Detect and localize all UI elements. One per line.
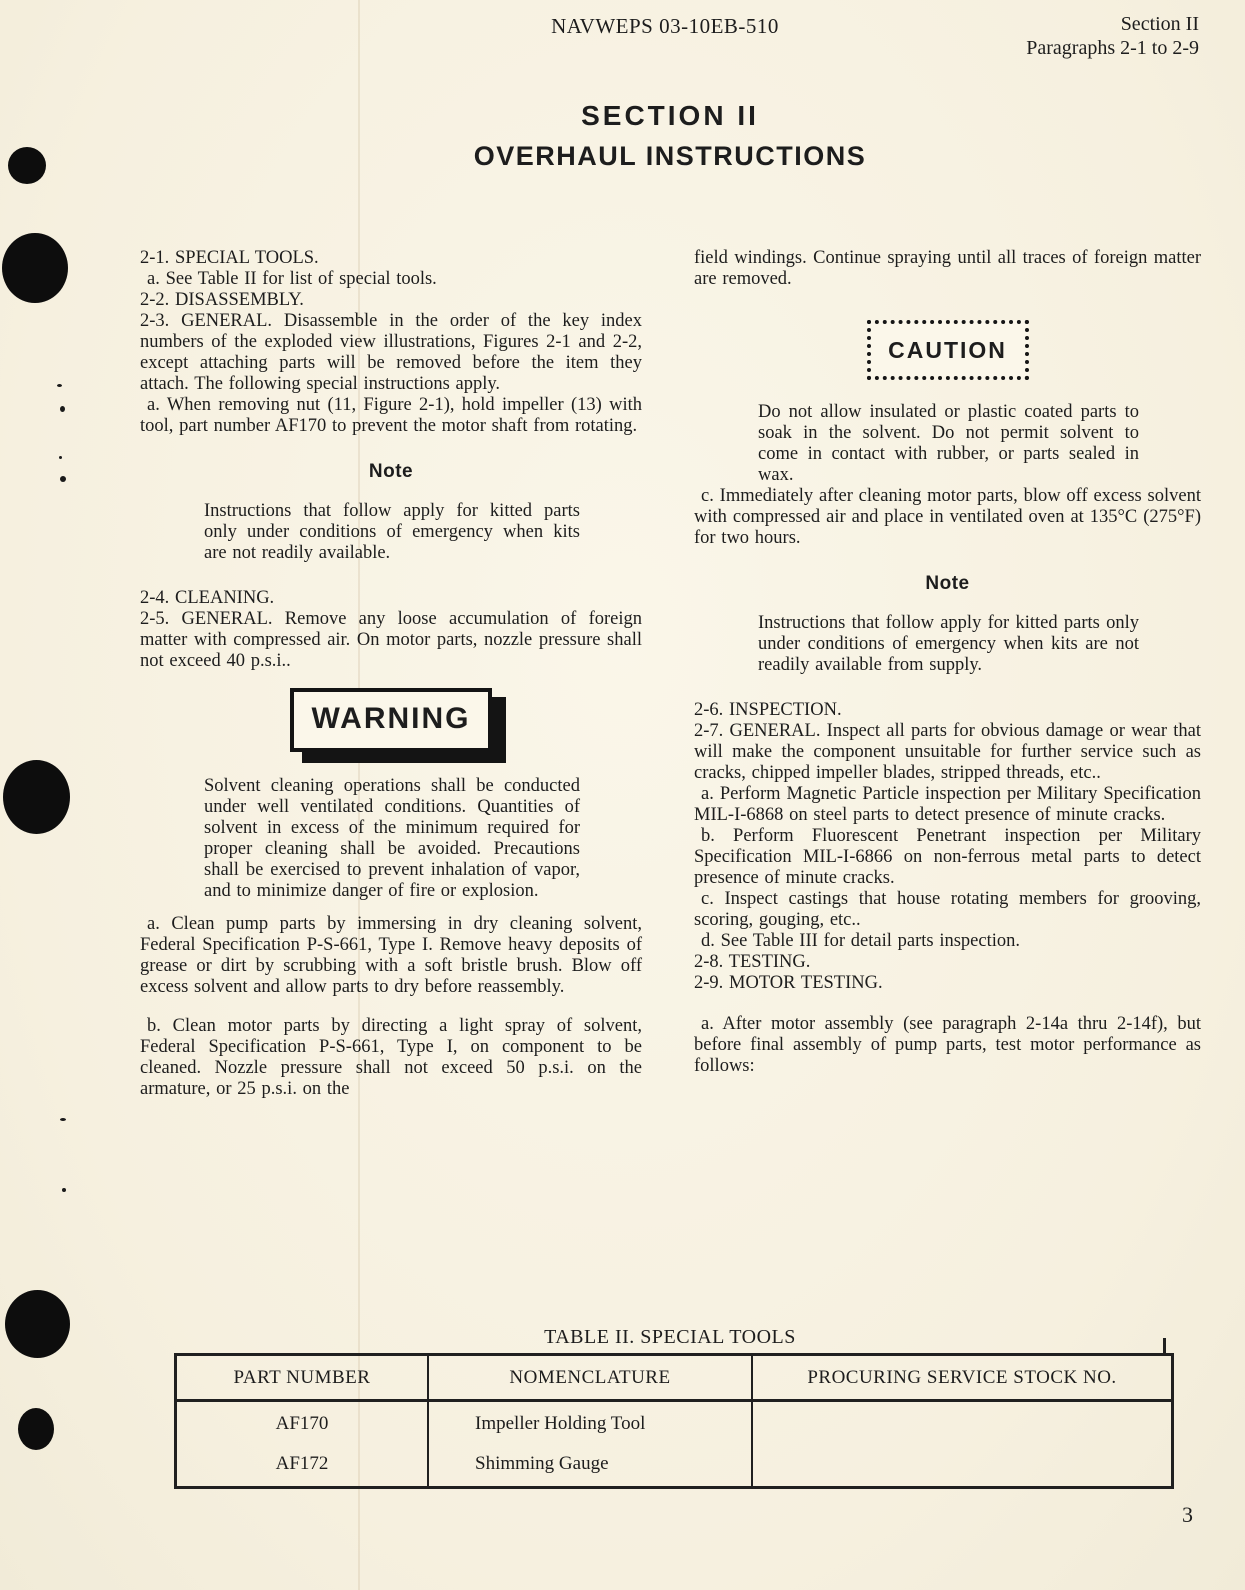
paragraph-2-5a: a. Clean pump parts by immersing in dry cleaning solvent, Federal Specification P-S-661, Type I. Remove heavy deposits of grease or dirt by scrubbing with a soft bristle brush. Blow off excess solvent and allow parts to dry before reassembly. [140,914,642,997]
ink-speck [60,406,65,412]
heading-2-4: 2-4. CLEANING. [140,588,275,608]
ink-speck [59,456,62,459]
warning-body: Solvent cleaning operations shall be conducted under well ventilated conditions. Quantities of solvent in excess of the minimum required for proper cleaning shall be avoided. Precautions shall be exercised to prevent inhalation of vapor, and to minimize danger of fire or explosion. [204,776,580,901]
table-row [176,1401,1173,1436]
punch-dot-1 [8,147,46,184]
ink-speck [60,1118,66,1121]
paragraph-2-5b: b. Clean motor parts by directing a light spray of solvent, Federal Specification P-S-661, Type I, on component to be cleaned. Nozzle pressure shall not exceed 50 p.s.i. on the armature, or 25 p.s.i. on the [140,1016,642,1099]
page-number: 3 [1182,1502,1193,1527]
paragraph-2-7c: c. Inspect castings that house rotating members for grooving, scoring, gouging, etc.. [694,889,1201,930]
section-title-block [140,100,1200,172]
punch-dot-2 [2,233,68,303]
cell-stock-no [752,1401,1173,1436]
left-column [140,248,642,1100]
paragraph-2-5: 2-5. GENERAL. Remove any loose accumulation of foreign matter with compressed air. On motor parts, nozzle pressure shall not exceed 40 p.s.i.. [140,609,642,671]
heading-2-9: 2-9. MOTOR TESTING. [694,973,883,993]
col-header-part-number: PART NUMBER [176,1355,429,1401]
note-heading: Note [368,461,414,482]
paragraph-2-7: 2-7. GENERAL. Inspect all parts for obvious damage or wear that will make the component unsuitable for further service such as cracks, chipped impeller blades, stripped threads, etc.. [694,721,1201,783]
note-body: Instructions that follow apply for kitted parts only under conditions of emergency when kits are not readily available. [204,501,580,563]
header-section-label: Section II [1120,13,1199,35]
note-body: Instructions that follow apply for kitted parts only under conditions of emergency when kits are not readily available from supply. [758,613,1139,675]
paragraph-2-7d: d. See Table III for detail parts inspection. [701,931,1020,951]
header-paragraph-range: Paragraphs 2-1 to 2-9 [1026,37,1199,59]
paragraph-continuation: field windings. Continue spraying until all traces of foreign matter are removed. [694,248,1201,289]
table-caption: TABLE II. SPECIAL TOOLS [544,1326,796,1348]
paragraph-2-3: 2-3. GENERAL. Disassemble in the order of the key index numbers of the exploded view illustrations, Figures 2-1 and 2-2, except attaching parts will be removed before the item they attach. The following special instructions apply. [140,311,642,394]
right-column [694,248,1201,1077]
punch-dot-3 [3,760,70,834]
paragraph-2-7a: a. Perform Magnetic Particle inspection per Military Specification MIL-I-6868 on steel parts to detect presence of minute cracks. [694,784,1201,825]
col-header-stock-no: PROCURING SERVICE STOCK NO. [752,1355,1173,1401]
section-subtitle: OVERHAUL INSTRUCTIONS [473,141,867,171]
table-row [176,1435,1173,1488]
ink-speck [62,1188,66,1192]
doc-number: NAVWEPS 03-10EB-510 [551,14,779,38]
heading-2-8: 2-8. TESTING. [694,952,811,972]
heading-2-1: 2-1. SPECIAL TOOLS. [140,248,319,268]
cell-part-number: AF172 [176,1435,429,1488]
cell-part-number: AF170 [176,1401,429,1436]
note-heading: Note [925,573,970,594]
paragraph-2-3a: a. When removing nut (11, Figure 2-1), hold impeller (13) with tool, part number AF170 to prevent the motor shaft from rotating. [140,395,642,436]
paragraph-2-7b: b. Perform Fluorescent Penetrant inspection per Military Specification MIL-I-6866 on non-ferrous metal parts to detect presence of minute cracks. [694,826,1201,888]
scan-artifact-line [1163,1338,1166,1354]
ink-speck [60,476,66,482]
col-header-nomenclature: NOMENCLATURE [428,1355,752,1401]
warning-label: WARNING [311,702,471,735]
special-tools-table [174,1353,1174,1489]
caution-box [867,320,1029,380]
header-right [1026,12,1199,60]
ink-speck [57,384,62,387]
punch-dot-5 [18,1408,54,1450]
cell-stock-no [752,1435,1173,1488]
cell-nomenclature: Impeller Holding Tool [428,1401,752,1436]
section-title: SECTION II [581,100,759,131]
heading-2-6: 2-6. INSPECTION. [694,700,842,720]
cell-nomenclature: Shimming Gauge [428,1435,752,1488]
warning-box [290,688,492,752]
caution-body: Do not allow insulated or plastic coated parts to soak in the solvent. Do not permit solvent to come in contact with rubber, or parts sealed in wax. [758,402,1139,485]
paragraph-2-9a: a. After motor assembly (see paragraph 2-14a thru 2-14f), but before final assembly of pump parts, test motor performance as follows: [694,1014,1201,1076]
caution-label: CAUTION [888,337,1007,363]
paragraph-2-5c: c. Immediately after cleaning motor parts, blow off excess solvent with compressed air and place in ventilated oven at 135°C (275°F) for two hours. [694,486,1201,548]
paragraph-2-1a: a. See Table II for list of special tools. [147,269,437,289]
punch-dot-4 [5,1290,70,1358]
heading-2-2: 2-2. DISASSEMBLY. [140,290,304,310]
table-header-row [176,1355,1173,1401]
